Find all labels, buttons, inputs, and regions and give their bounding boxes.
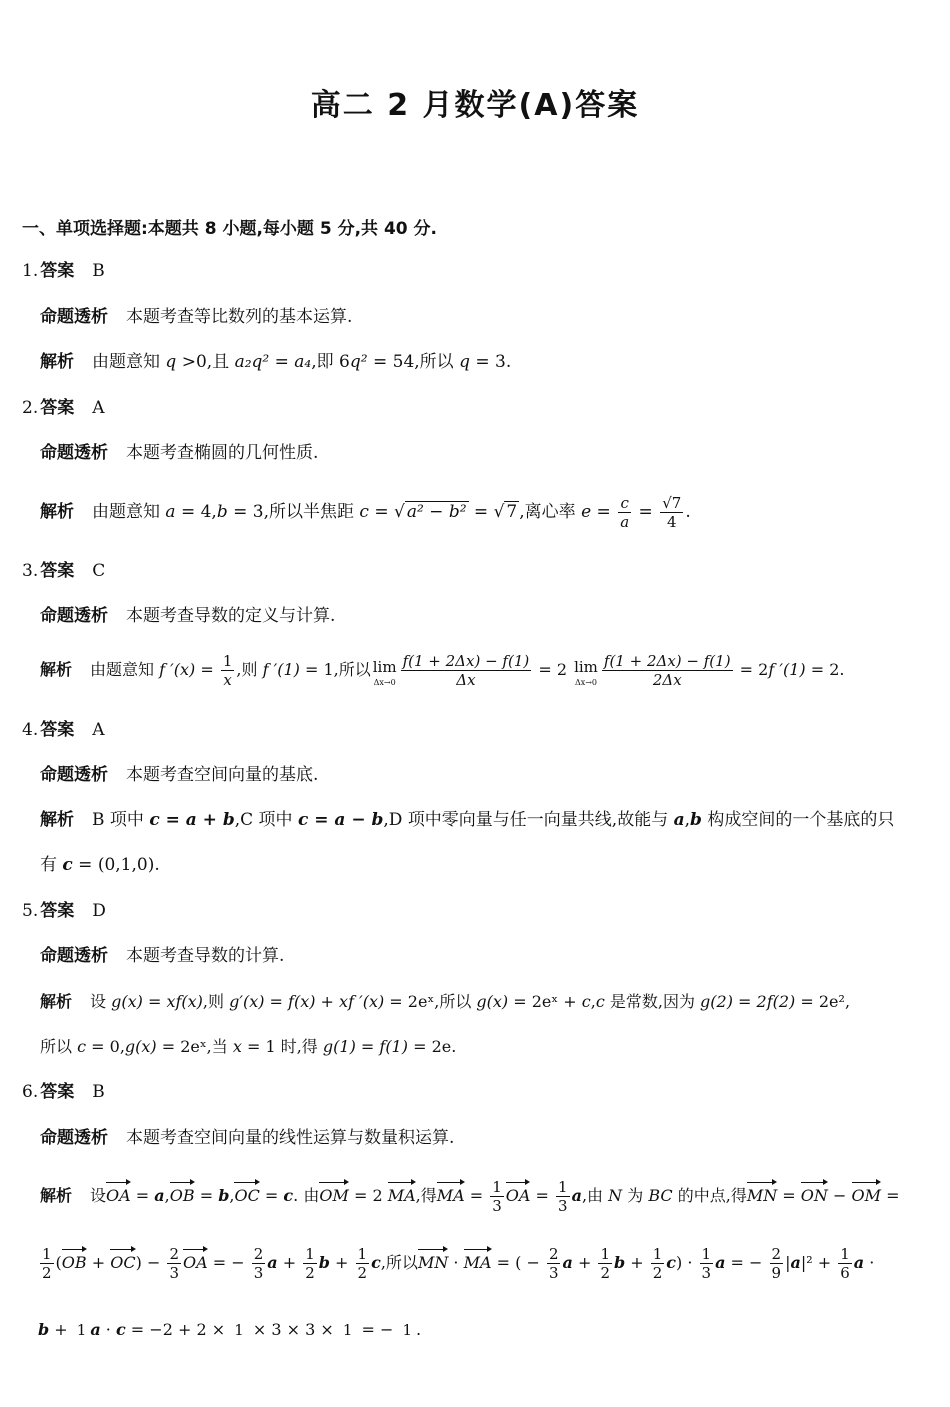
section-heading: 一、单项选择题:本题共 8 小题,每小题 5 分,共 40 分. (22, 219, 437, 239)
q1-analysis-line: 解析 由题意知 q >0,且 a₂q² = a₄,即 6q² = 54,所以 q = 3. (40, 352, 512, 372)
q4-analysis-line-2: 有 c = (0,1,0). (40, 855, 160, 875)
fraction: $\frac{1}{3}$ (492, 1178, 502, 1215)
q4-answer-line: 4. 答案 A (22, 720, 105, 740)
fraction: 1 (402, 1321, 413, 1338)
fraction: $\frac{1}{x}$ (222, 652, 233, 689)
fraction: $\frac{2}{3}$ (169, 1245, 179, 1282)
fraction: $\frac{1}{2}$ (42, 1245, 52, 1282)
fraction: $\frac{1}{2}$ (600, 1245, 610, 1282)
q6-analysis-line-3: b + 1 a · c = −2 + 2 × 1 × 3 × 3 × 1 = − 1 . (38, 1320, 422, 1338)
fraction: $\frac{2}{9}$ (771, 1245, 782, 1282)
q6-answer-line: 6. 答案 B (22, 1082, 105, 1102)
q5-analysis-line: 解析 设 g(x) = xf(x),则 g′(x) = f(x) + xf ′(x) = 2eˣ,所以 g(x) = 2eˣ + c,c 是常数,因为 g(2) = 2f(2) = 2e², (40, 992, 851, 1011)
fraction: $\frac{1}{3}$ (701, 1245, 712, 1282)
fraction: $\frac{1}{2}$ (305, 1245, 315, 1282)
limit: lim Δx→0 (372, 657, 397, 687)
fraction: 1 (342, 1321, 353, 1338)
q5-answer-line: 5. 答案 D (22, 901, 106, 921)
q4-analysis-line: 解析 B 项中 c = a + b,C 项中 c = a − b,D 项中零向量与任一向量共线,故能与 a,b 构成空间的一个基底的只 (40, 810, 895, 830)
fraction: $\frac{1}{3}$ (558, 1178, 568, 1215)
limit: lim Δx→0 (574, 657, 598, 687)
fraction: $\frac{1}{6}$ (840, 1245, 850, 1282)
fraction: $\frac{f(1 + 2\Delta x) - f(1)}{2\Delta x}$ (603, 652, 731, 689)
fraction: $\frac{1}{2}$ (357, 1245, 368, 1282)
q6-analysis-line-1: 解析 设OA = a,OB = b,OC = c. 由OM = 2 MA,得MA = $\frac{1}{3}$ OA = $\frac{1}{3}$ a,由 N 为 BC 的中点,得MN = ON − OM = (40, 1178, 900, 1215)
q2-analysis-line: 解析 由题意知 a = 4,b = 3,所以半焦距 c = √ a² − b² = √ 7 ,离心率 e = $\frac{c}{a}$ = $\frac{√7}{4}$ . (40, 494, 691, 531)
fraction: $\frac{c}{a}$ (620, 494, 630, 531)
page-title: 高二 2 月数学(A)答案 (310, 88, 640, 123)
q1-intent-line: 命题透析 本题考查等比数列的基本运算. (40, 307, 353, 327)
q6-intent-line: 命题透析 本题考查空间向量的线性运算与数量积运算. (40, 1128, 455, 1148)
fraction: 1 (76, 1321, 87, 1338)
q3-intent-line: 命题透析 本题考查导数的定义与计算. (40, 606, 336, 626)
q2-answer-line: 2. 答案 A (22, 398, 105, 418)
fraction: $\frac{1}{2}$ (652, 1245, 663, 1282)
page-cut-off-line (0, 1318, 950, 1338)
q5-intent-line: 命题透析 本题考查导数的计算. (40, 946, 285, 966)
q2-intent-line: 命题透析 本题考查椭圆的几何性质. (40, 443, 319, 463)
fraction: $\frac{2}{3}$ (548, 1245, 559, 1282)
q3-answer-line: 3. 答案 C (22, 561, 106, 581)
fraction: $\frac{2}{3}$ (253, 1245, 264, 1282)
fraction: 1 (234, 1321, 244, 1338)
q6-analysis-line-2: $\frac{1}{2}$ (OB + OC) − $\frac{2}{3}$ OA = − $\frac{2}{3}$ a + $\frac{1}{2}$ b + $\frac{1}{2}$ c,所以MN · MA = ( − $\frac{2}{3}$ a + $\frac{1}{2}$ b + $\frac{1}{2}$ c) · $\frac{1}{3}$ a = − $\frac{2}{9}$ |a|² + $\frac{1}{6}$ a · (42, 1245, 875, 1282)
q1-answer-line: 1. 答案 B (22, 261, 105, 281)
q4-intent-line: 命题透析 本题考查空间向量的基底. (40, 765, 319, 785)
fraction: $\frac{√7}{4}$ (662, 494, 682, 531)
q5-analysis-line-2: 所以 c = 0,g(x) = 2eˣ,当 x = 1 时,得 g(1) = f(1) = 2e. (40, 1037, 457, 1056)
fraction: $\frac{f(1 + 2\Delta x) - f(1)}{\Delta x}$ (402, 652, 530, 689)
q3-analysis-line: 解析 由题意知 f ′(x) = $\frac{1}{x}$ ,则 f ′(1) = 1,所以 lim Δx→0 $\frac{f(1 + 2\Delta x) - f(1)}{\Delta x}$ = 2 lim Δx→0 $\frac{f(1 + 2\Delta x) - f(1)}{2\Delta x}$ = 2f ′(1) = 2. (40, 652, 845, 689)
